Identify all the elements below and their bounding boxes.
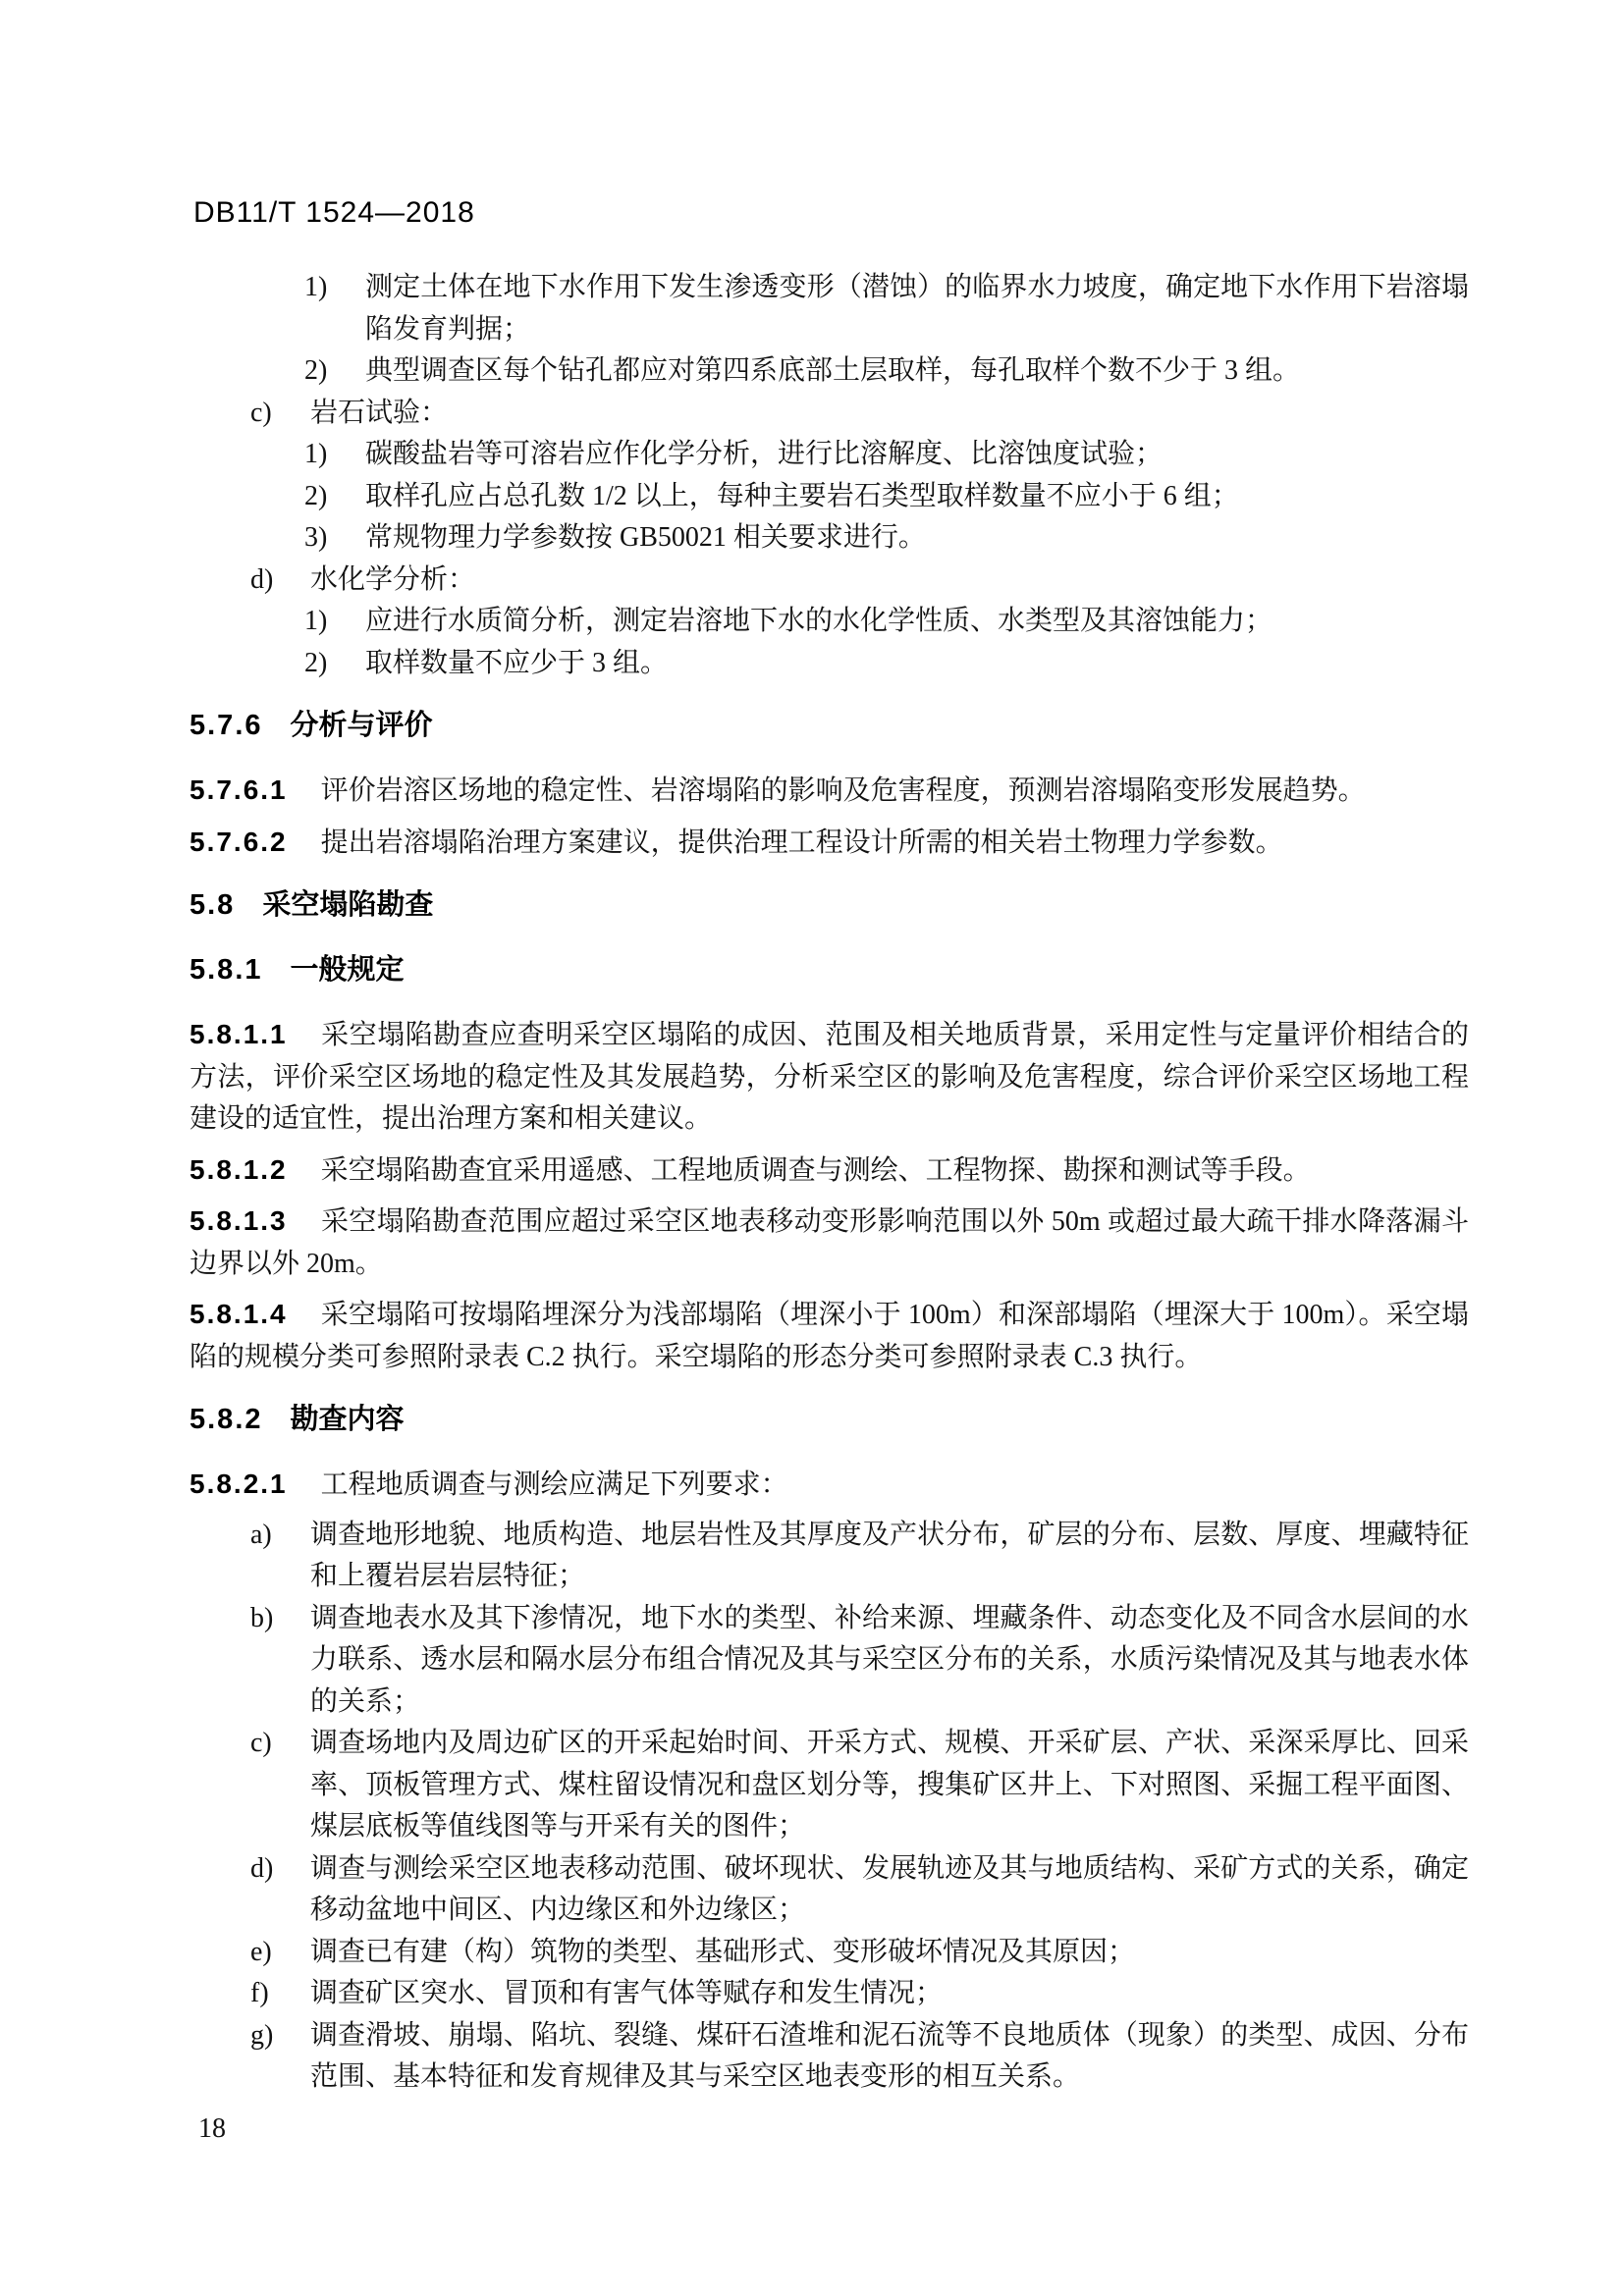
clause-5-8-2-1 xyxy=(189,1464,1469,1507)
section-title: 一般规定 xyxy=(290,954,405,986)
clause-text: 工程地质调查与测绘应满足下列要求： xyxy=(320,1469,788,1500)
item-text: 调查矿区突水、冒顶和有害气体等赋存和发生情况； xyxy=(310,1978,944,2008)
page-content xyxy=(189,267,1469,2099)
page-number: 18 xyxy=(198,2113,226,2144)
item-text: 水化学分析： xyxy=(310,563,476,595)
section-heading-5-8-1 xyxy=(189,949,1469,991)
letter-item-d xyxy=(250,560,1469,602)
item-text: 碳酸盐岩等可溶岩应作化学分析，进行比溶解度、比溶蚀度试验； xyxy=(365,439,1164,469)
item-marker: 1) xyxy=(304,606,328,636)
letter-item-g xyxy=(250,2015,1469,2099)
item-marker: d) xyxy=(250,563,274,595)
clause-text: 采空塌陷勘查范围应超过采空区地表移动变形影响范围以外 50m 或超过最大疏干排水降落漏斗边界以外 20m。 xyxy=(189,1206,1469,1279)
letter-item-d2 xyxy=(250,1848,1469,1932)
section-number: 5.8.2 xyxy=(189,1404,263,1435)
item-text: 调查场地内及周边矿区的开采起始时间、开采方式、规模、开采矿层、产状、采深采厚比、回采率、顶板管理方式、煤柱留设情况和盘区划分等，搜集矿区井上、下对照图、采掘工程平面图、煤层底板等值线图等与开采有关的图件； xyxy=(310,1728,1469,1842)
letter-item-c2 xyxy=(250,1723,1469,1848)
num-item-c2 xyxy=(304,476,1469,518)
clause-text: 采空塌陷勘查应查明采空区塌陷的成因、范围及相关地质背景，采用定性与定量评价相结合的方法，评价采空区场地的稳定性及其发展趋势，分析采空区的影响及危害程度，综合评价采空区场地工程建设的适宜性，提出治理方案和相关建议。 xyxy=(189,1020,1469,1134)
clause-number: 5.7.6.1 xyxy=(189,774,288,805)
clause-text: 采空塌陷可按塌陷埋深分为浅部塌陷（埋深小于 100m）和深部塌陷（埋深大于 100m）。采空塌陷的规模分类可参照附录表 C.2 执行。采空塌陷的形态分类可参照附录表 C.3 执行。 xyxy=(189,1300,1469,1372)
clause-number: 5.7.6.2 xyxy=(189,826,288,857)
item-text: 调查地形地貌、地质构造、地层岩性及其厚度及产状分布，矿层的分布、层数、厚度、埋藏特征和上覆岩层岩层特征； xyxy=(310,1519,1469,1591)
num-item-2 xyxy=(304,350,1469,393)
item-marker: 2) xyxy=(304,647,328,678)
standard-number-header: DB11/T 1524—2018 xyxy=(193,196,475,229)
item-marker: 2) xyxy=(304,355,328,386)
item-text: 测定土体在地下水作用下发生渗透变形（潜蚀）的临界水力坡度，确定地下水作用下岩溶塌陷发育判据； xyxy=(365,272,1469,345)
section-heading-5-7-6 xyxy=(189,705,1469,747)
num-item-d1 xyxy=(304,601,1469,643)
item-text: 调查已有建（构）筑物的类型、基础形式、变形破坏情况及其原因； xyxy=(310,1936,1136,1967)
item-marker: c) xyxy=(250,1728,272,1758)
section-heading-5-8 xyxy=(189,884,1469,927)
section-number: 5.8.1 xyxy=(189,954,263,986)
item-marker: 1) xyxy=(304,272,328,302)
num-item-c3 xyxy=(304,517,1469,560)
clause-number: 5.8.1.3 xyxy=(189,1205,288,1236)
section-heading-5-8-2 xyxy=(189,1399,1469,1441)
clause-5-8-1-1 xyxy=(189,1014,1469,1141)
clause-number: 5.8.1.2 xyxy=(189,1153,288,1185)
item-text: 调查滑坡、崩塌、陷坑、裂缝、煤矸石渣堆和泥石流等不良地质体（现象）的类型、成因、分布范围、基本特征和发育规律及其与采空区地表变形的相互关系。 xyxy=(310,2019,1469,2092)
item-marker: e) xyxy=(250,1936,272,1967)
item-marker: 3) xyxy=(304,522,328,553)
item-marker: f) xyxy=(250,1978,269,2008)
letter-item-c xyxy=(250,393,1469,435)
clause-5-7-6-1 xyxy=(189,770,1469,813)
item-text: 岩石试验： xyxy=(310,397,449,428)
item-text: 调查地表水及其下渗情况，地下水的类型、补给来源、埋藏条件、动态变化及不同含水层间的水力联系、透水层和隔水层分布组合情况及其与采空区分布的关系，水质污染情况及其与地表水体的关系； xyxy=(310,1602,1469,1717)
clause-5-8-1-4 xyxy=(189,1294,1469,1378)
section-title: 采空塌陷勘查 xyxy=(262,889,434,921)
letter-item-e xyxy=(250,1932,1469,1974)
item-marker: 1) xyxy=(304,439,328,469)
num-item-c1 xyxy=(304,434,1469,476)
item-marker: b) xyxy=(250,1602,274,1633)
item-text: 应进行水质简分析，测定岩溶地下水的水化学性质、水类型及其溶蚀能力； xyxy=(365,606,1273,636)
num-item-1 xyxy=(304,267,1469,350)
clause-text: 评价岩溶区场地的稳定性、岩溶塌陷的影响及危害程度，预测岩溶塌陷变形发展趋势。 xyxy=(320,775,1366,806)
clause-text: 采空塌陷勘查宜采用遥感、工程地质调查与测绘、工程物探、勘探和测试等手段。 xyxy=(320,1154,1311,1186)
section-title: 分析与评价 xyxy=(290,710,433,741)
section-number: 5.7.6 xyxy=(189,710,263,741)
section-title: 勘查内容 xyxy=(290,1404,405,1435)
section-number: 5.8 xyxy=(189,889,236,921)
letter-item-b xyxy=(250,1598,1469,1724)
item-text: 取样数量不应少于 3 组。 xyxy=(365,647,669,678)
item-text: 取样孔应占总孔数 1/2 以上，每种主要岩石类型取样数量不应小于 6 组； xyxy=(365,480,1239,511)
clause-number: 5.8.1.1 xyxy=(189,1019,288,1049)
letter-item-a xyxy=(250,1515,1469,1598)
num-item-d2 xyxy=(304,643,1469,685)
item-marker: 2) xyxy=(304,480,328,511)
clause-5-8-1-2 xyxy=(189,1149,1469,1193)
clause-number: 5.8.2.1 xyxy=(189,1468,288,1499)
clause-text: 提出岩溶塌陷治理方案建议，提供治理工程设计所需的相关岩土物理力学参数。 xyxy=(320,827,1283,858)
item-text: 典型调查区每个钻孔都应对第四系底部土层取样，每孔取样个数不少于 3 组。 xyxy=(365,355,1301,386)
clause-number: 5.8.1.4 xyxy=(189,1299,288,1329)
item-marker: g) xyxy=(250,2019,274,2051)
letter-item-f xyxy=(250,1973,1469,2015)
item-marker: c) xyxy=(250,397,272,428)
item-text: 常规物理力学参数按 GB50021 相关要求进行。 xyxy=(365,522,926,553)
clause-5-7-6-2 xyxy=(189,822,1469,865)
item-marker: a) xyxy=(250,1519,272,1550)
item-text: 调查与测绘采空区地表移动范围、破坏现状、发展轨迹及其与地质结构、采矿方式的关系，确定移动盆地中间区、内边缘区和外边缘区； xyxy=(310,1852,1469,1925)
item-marker: d) xyxy=(250,1852,274,1884)
clause-5-8-1-3 xyxy=(189,1201,1469,1285)
